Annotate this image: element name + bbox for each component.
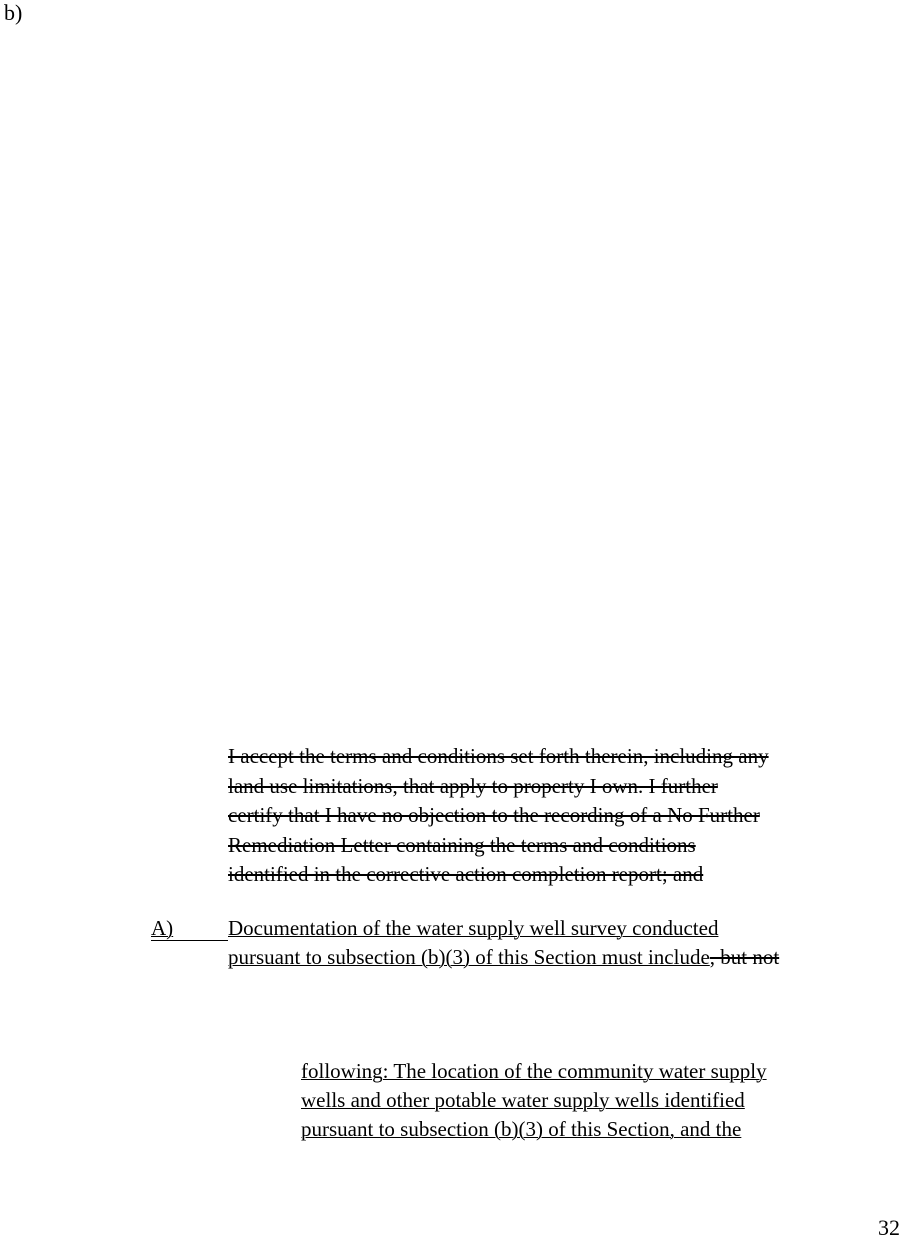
inserted-text: pursuant to subsection (b)(3) of this Section must include <box>228 945 710 969</box>
struck-paragraph <box>228 742 888 890</box>
continuation-line: pursuant to subsection (b)(3) of this Section, and the <box>301 1117 742 1141</box>
continuation-line: following: The location of the community water supply <box>301 1059 767 1083</box>
struck-line: certify that I have no objection to the recording of a No Further <box>228 803 760 827</box>
struck-line: land use limitations, that apply to property I own. I further <box>228 773 718 798</box>
item-a-body <box>228 914 898 972</box>
section-marker: b) <box>4 0 23 25</box>
continuation-paragraph <box>301 1057 881 1144</box>
deleted-text: , but not <box>709 945 780 969</box>
page-number: 32 <box>878 1215 900 1240</box>
item-a-label-underline <box>151 940 228 941</box>
item-a-label: A) <box>151 916 174 940</box>
struck-line: identified in the corrective action completion report; and <box>228 862 704 886</box>
item-a-line: Documentation of the water supply well survey conducted <box>228 916 719 940</box>
item-a-line <box>228 943 898 972</box>
continuation-line: wells and other potable water supply wells identified <box>301 1088 745 1112</box>
struck-line: Remediation Letter containing the terms and conditions <box>228 832 696 857</box>
struck-line: I accept the terms and conditions set forth therein, including any <box>228 744 769 768</box>
